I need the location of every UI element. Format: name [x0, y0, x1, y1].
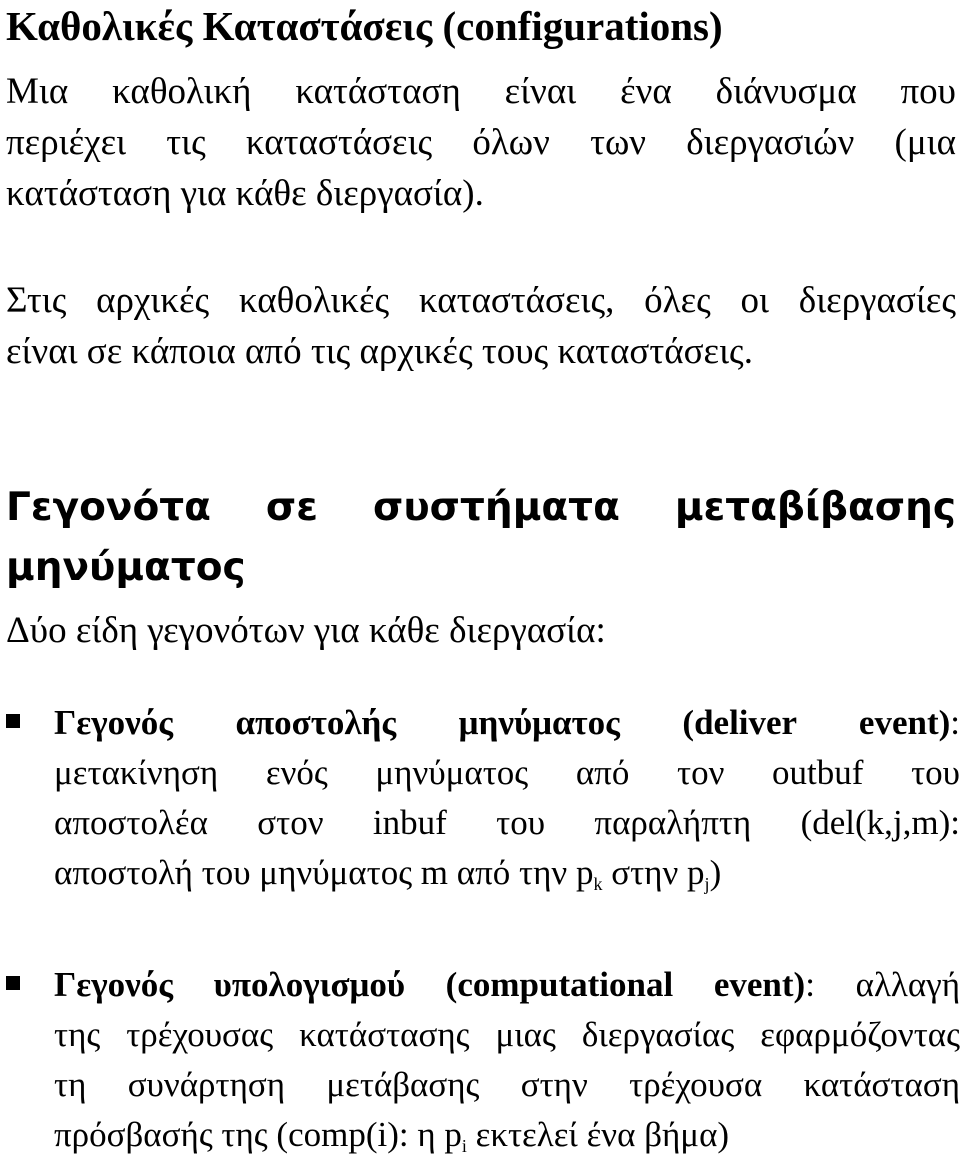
bullet-term: Γεγονός αποστολής μηνύματος (deliver event): [54, 703, 951, 742]
page-title: Καθολικές Καταστάσεις (configurations): [6, 3, 723, 49]
section-heading-line: Γεγονότα σε συστήματα μεταβίβασης: [6, 485, 956, 530]
paragraph-initial-states: [6, 275, 956, 377]
bullet-text: [54, 960, 960, 1171]
section-heading-line: μηνύματος: [6, 545, 246, 590]
bullet-term: Γεγονός υπολογισμού (computational event): [54, 965, 806, 1004]
intro-text: [6, 605, 956, 656]
paragraph-line: περιέχει τις καταστάσεις όλων των διεργασιών (μια: [6, 122, 956, 163]
bullet-line: στην p: [602, 853, 705, 892]
section-heading: [6, 478, 956, 538]
paragraph-definition: [6, 66, 956, 219]
intro-line: Δύο είδη γεγονότων για κάθε διεργασία:: [6, 610, 606, 651]
bullet-line: : αλλαγή: [805, 965, 960, 1004]
square-bullet-icon: [6, 714, 20, 728]
paragraph-line: Μια καθολική κατάσταση είναι ένα διάνυσμα που: [6, 71, 956, 112]
bullet-line: της τρέχουσας κατάστασης μιας διεργασίας εφαρμόζοντας: [54, 1015, 960, 1054]
bullet-colon: :: [950, 703, 960, 742]
bullet-line: πρόσβασής της (comp(i): η p: [54, 1115, 462, 1154]
paragraph-line: Στις αρχικές καθολικές καταστάσεις, όλες οι διεργασίες: [6, 280, 956, 321]
subscript-j: j: [704, 874, 710, 894]
bullet-text: [54, 698, 960, 909]
bullet-line: ): [709, 853, 722, 892]
bullet-line: εκτελεί ένα βήμα): [466, 1115, 730, 1154]
bullet-line: μετακίνηση ενός μηνύματος από τον outbuf του: [54, 753, 960, 792]
bullet-line: τη συνάρτηση μετάβασης στην τρέχουσα κατάσταση: [54, 1065, 960, 1104]
paragraph-line: είναι σε κάποια από τις αρχικές τους καταστάσεις.: [6, 331, 753, 372]
bullet-line: αποστολέα στον inbuf του παραλήπτη (del(k,j,m):: [54, 803, 960, 842]
paragraph-line: κατάσταση για κάθε διεργασία).: [6, 173, 484, 214]
subscript-i: i: [461, 1136, 467, 1156]
subscript-k: k: [593, 874, 603, 894]
bullet-line: αποστολή του μηνύματος m από την p: [54, 853, 594, 892]
square-bullet-icon: [6, 976, 20, 990]
section-heading-cont: [6, 538, 956, 598]
